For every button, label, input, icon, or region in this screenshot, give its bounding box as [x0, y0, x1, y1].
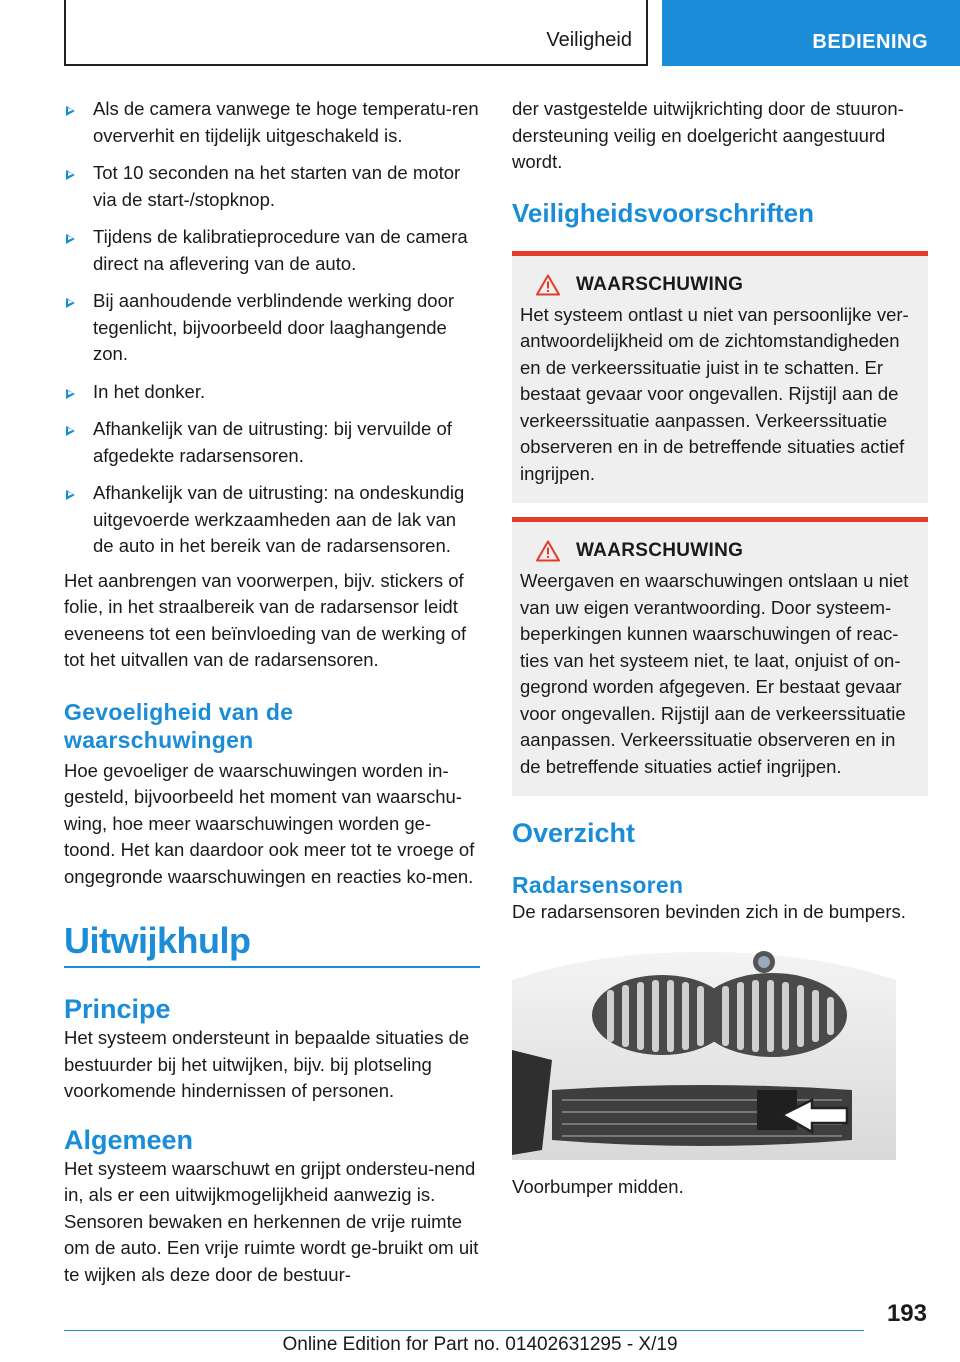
- list-item: In het donker.: [64, 379, 480, 406]
- footer-edition: Online Edition for Part no. 01402631295 - X/19: [282, 1334, 678, 1355]
- general-heading: Algemeen: [64, 1124, 194, 1155]
- bullet-triangle-icon: [66, 298, 75, 308]
- warning-text: Het systeem ontlast u niet van persoonlijke ver‐antwoordelijkheid om de zichtomstandigheden en de verkeerssituatie juist in te schatten. Er bestaat gevaar voor ongevallen. Rijstijl aan de verkeerssituatie aanpassen. Verkeerssituatie observeren en in de betreffende situaties actief ingrijpen.: [520, 303, 909, 484]
- front-bumper-photo: [512, 940, 896, 1160]
- sensitivity-text: Hoe gevoeliger de waarschuwingen worden in‐gesteld, bijvoorbeeld het moment van waarschu‐wing, hoe meer waarschuwingen worden ge‐toond. Het kan daardoor ook meer tot te vroege of ongegronde waarschuwingen en reacties ko‐men.: [64, 759, 475, 887]
- warning-triangle-icon: [536, 274, 560, 296]
- overview-heading: Overzicht: [512, 818, 636, 848]
- general-text: Het systeem waarschuwt en grijpt ondersteu‐nend in, als er een uitwijkmogelijkheid aanwezig is. Sensoren bewaken en herkennen de vrije ruimte om de auto. Een vrije ruimte wordt ge‐bruikt om uit te wijken als deze door de bestuur‐: [64, 1157, 479, 1285]
- bullet-triangle-icon: [66, 389, 75, 399]
- list-item: Tot 10 seconden na het starten van de motor via de start-/stopknop.: [64, 160, 480, 213]
- sticker-paragraph: Het aanbrengen van voorwerpen, bijv. stickers of folie, in het straalbereik van de radarsensor leidt eveneens tot een beïnvloeding van de werking of tot het uitvallen van de radarsensoren.: [64, 569, 467, 670]
- chapter-title: BEDIENING: [812, 31, 928, 53]
- chapter-heading: Uitwijkhulp: [64, 920, 251, 961]
- bullet-list: [64, 96, 480, 560]
- list-item: Afhankelijk van de uitrusting: bij vervuilde of afgedekte radarsensoren.: [64, 416, 480, 469]
- radar-heading: Radarsensoren: [512, 872, 684, 898]
- left-column: [64, 96, 480, 1288]
- bullet-triangle-icon: [66, 106, 75, 116]
- radar-text: De radarsensoren bevinden zich in de bumpers.: [512, 901, 906, 922]
- list-item: Als de camera vanwege te hoge temperatu‐ren oververhit en tijdelijk uitgeschakeld is.: [64, 96, 480, 149]
- principle-heading: Principe: [64, 994, 171, 1024]
- page-number: 193: [886, 1300, 927, 1327]
- warning-box: [512, 517, 928, 796]
- warning-box: [512, 251, 928, 504]
- section-title: Veiligheid: [546, 29, 632, 51]
- chapter-heading-block: [64, 920, 480, 968]
- bullet-triangle-icon: [66, 490, 75, 500]
- list-item: Afhankelijk van de uitrusting: na ondeskundig uitgevoerde werkzaamheden aan de lak van de auto in het bereik van de radarsensoren.: [64, 480, 480, 560]
- principle-text: Het systeem ondersteunt in bepaalde situaties de bestuurder bij het uitwijken, bijv. bij plotseling voorkomende hindernissen of personen.: [64, 1027, 470, 1101]
- safety-heading: Veiligheidsvoorschriften: [512, 197, 814, 228]
- warning-title: WAARSCHUWING: [536, 274, 920, 296]
- bullet-triangle-icon: [66, 234, 75, 244]
- footer-rule: [64, 1330, 864, 1331]
- list-item: Tijdens de kalibratieprocedure van de camera direct na aflevering van de auto.: [64, 224, 480, 277]
- bullet-triangle-icon: [66, 170, 75, 180]
- photo-caption: Voorbumper midden.: [512, 1175, 684, 1197]
- warning-title: WAARSCHUWING: [536, 540, 920, 562]
- continuation-text: der vastgestelde uitwijkrichting door de stuuron‐dersteuning veilig en doelgericht aangestuurd wordt.: [512, 98, 904, 172]
- sensitivity-heading: Gevoeligheid van de waarschuwingen: [64, 698, 294, 753]
- warning-triangle-icon: [536, 540, 560, 562]
- header-section-tab: [64, 0, 648, 66]
- list-item: Bij aanhoudende verblindende werking door tegenlicht, bijvoorbeeld door laaghangende zon.: [64, 288, 480, 368]
- warning-text: Weergaven en waarschuwingen ontslaan u niet van uw eigen verantwoording. Door systeem‐beperkingen kunnen waarschuwingen of reac‐ties van het systeem niet, te laat, onjuist of on‐gegrond worden afgegeven. Er bestaat gevaar voor ongevallen. Rijstijl aan de verkeerssituatie aanpassen. Verkeerssituatie observeren en in de betreffende situaties actief ingrijpen.: [520, 570, 909, 777]
- bullet-triangle-icon: [66, 426, 75, 436]
- header-chapter-tab: [662, 0, 960, 66]
- right-column: [512, 96, 928, 1200]
